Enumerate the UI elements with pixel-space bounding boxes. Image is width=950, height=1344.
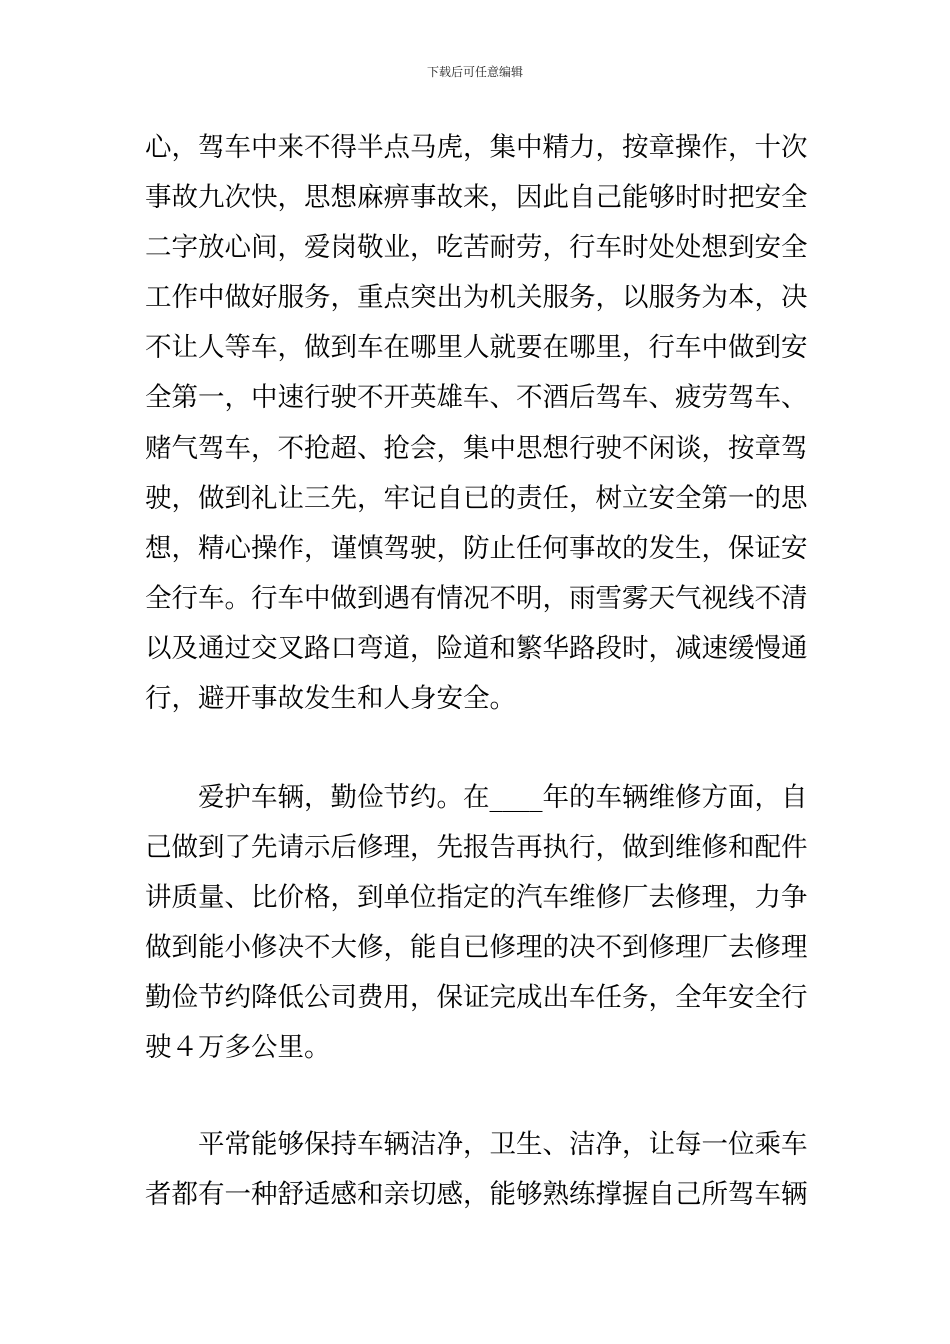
page-header: 下载后可任意编辑 <box>426 65 523 79</box>
text-line: 不让人等车，做到车在哪里人就要在哪里，行车中做到安 <box>145 332 808 364</box>
text-line: 己做到了先请示后修理，先报告再执行，做到维修和配件 <box>145 832 808 864</box>
text-line: 者都有一种舒适感和亲切感，能够熟练撑握自己所驾车辆 <box>145 1179 808 1211</box>
text-line: 行，避开事故发生和人身安全。 <box>145 683 516 715</box>
text-line: 驶４万多公里。 <box>145 1032 331 1064</box>
text-line: 工作中做好服务，重点突出为机关服务，以服务为本，决 <box>145 282 808 314</box>
text-line: 驶，做到礼让三先，牢记自已的责任，树立安全第一的思 <box>145 482 808 514</box>
paragraph-1 <box>145 123 808 724</box>
text-line: 做到能小修决不大修，能自已修理的决不到修理厂去修理 <box>145 932 808 964</box>
text-line: 想，精心操作，谨慎驾驶，防止任何事故的发生，保证安 <box>145 532 808 564</box>
text-line: 以及通过交叉路口弯道，险道和繁华路段时，减速缓慢通 <box>145 632 808 664</box>
text-line: 二字放心间，爱岗敬业，吃苦耐劳，行车时处处想到安全 <box>145 232 808 264</box>
text-line: 全第一，中速行驶不开英雄车、不酒后驾车、疲劳驾车、 <box>145 382 808 414</box>
text-line: 心，驾车中来不得半点马虎，集中精力，按章操作，十次 <box>145 132 808 163</box>
paragraph-2 <box>145 773 808 1074</box>
text-line: 平常能够保持车辆洁净，卫生、洁净，让每一位乘车 <box>145 1129 808 1160</box>
text-line: 勤俭节约降低公司费用，保证完成出车任务，全年安全行 <box>145 982 808 1014</box>
text-line: 爱护车辆，勤俭节约。在____年的车辆维修方面，自 <box>145 782 808 813</box>
paragraph-3 <box>145 1120 808 1220</box>
text-line: 全行车。行车中做到遇有情况不明，雨雪雾天气视线不清 <box>145 582 808 614</box>
text-line: 赌气驾车，不抢超、抢会，集中思想行驶不闲谈，按章驾 <box>145 432 808 464</box>
text-line: 讲质量、比价格，到单位指定的汽车维修厂去修理，力争 <box>145 882 808 914</box>
text-line: 事故九次快，思想麻痹事故来，因此自己能够时时把安全 <box>145 182 808 214</box>
